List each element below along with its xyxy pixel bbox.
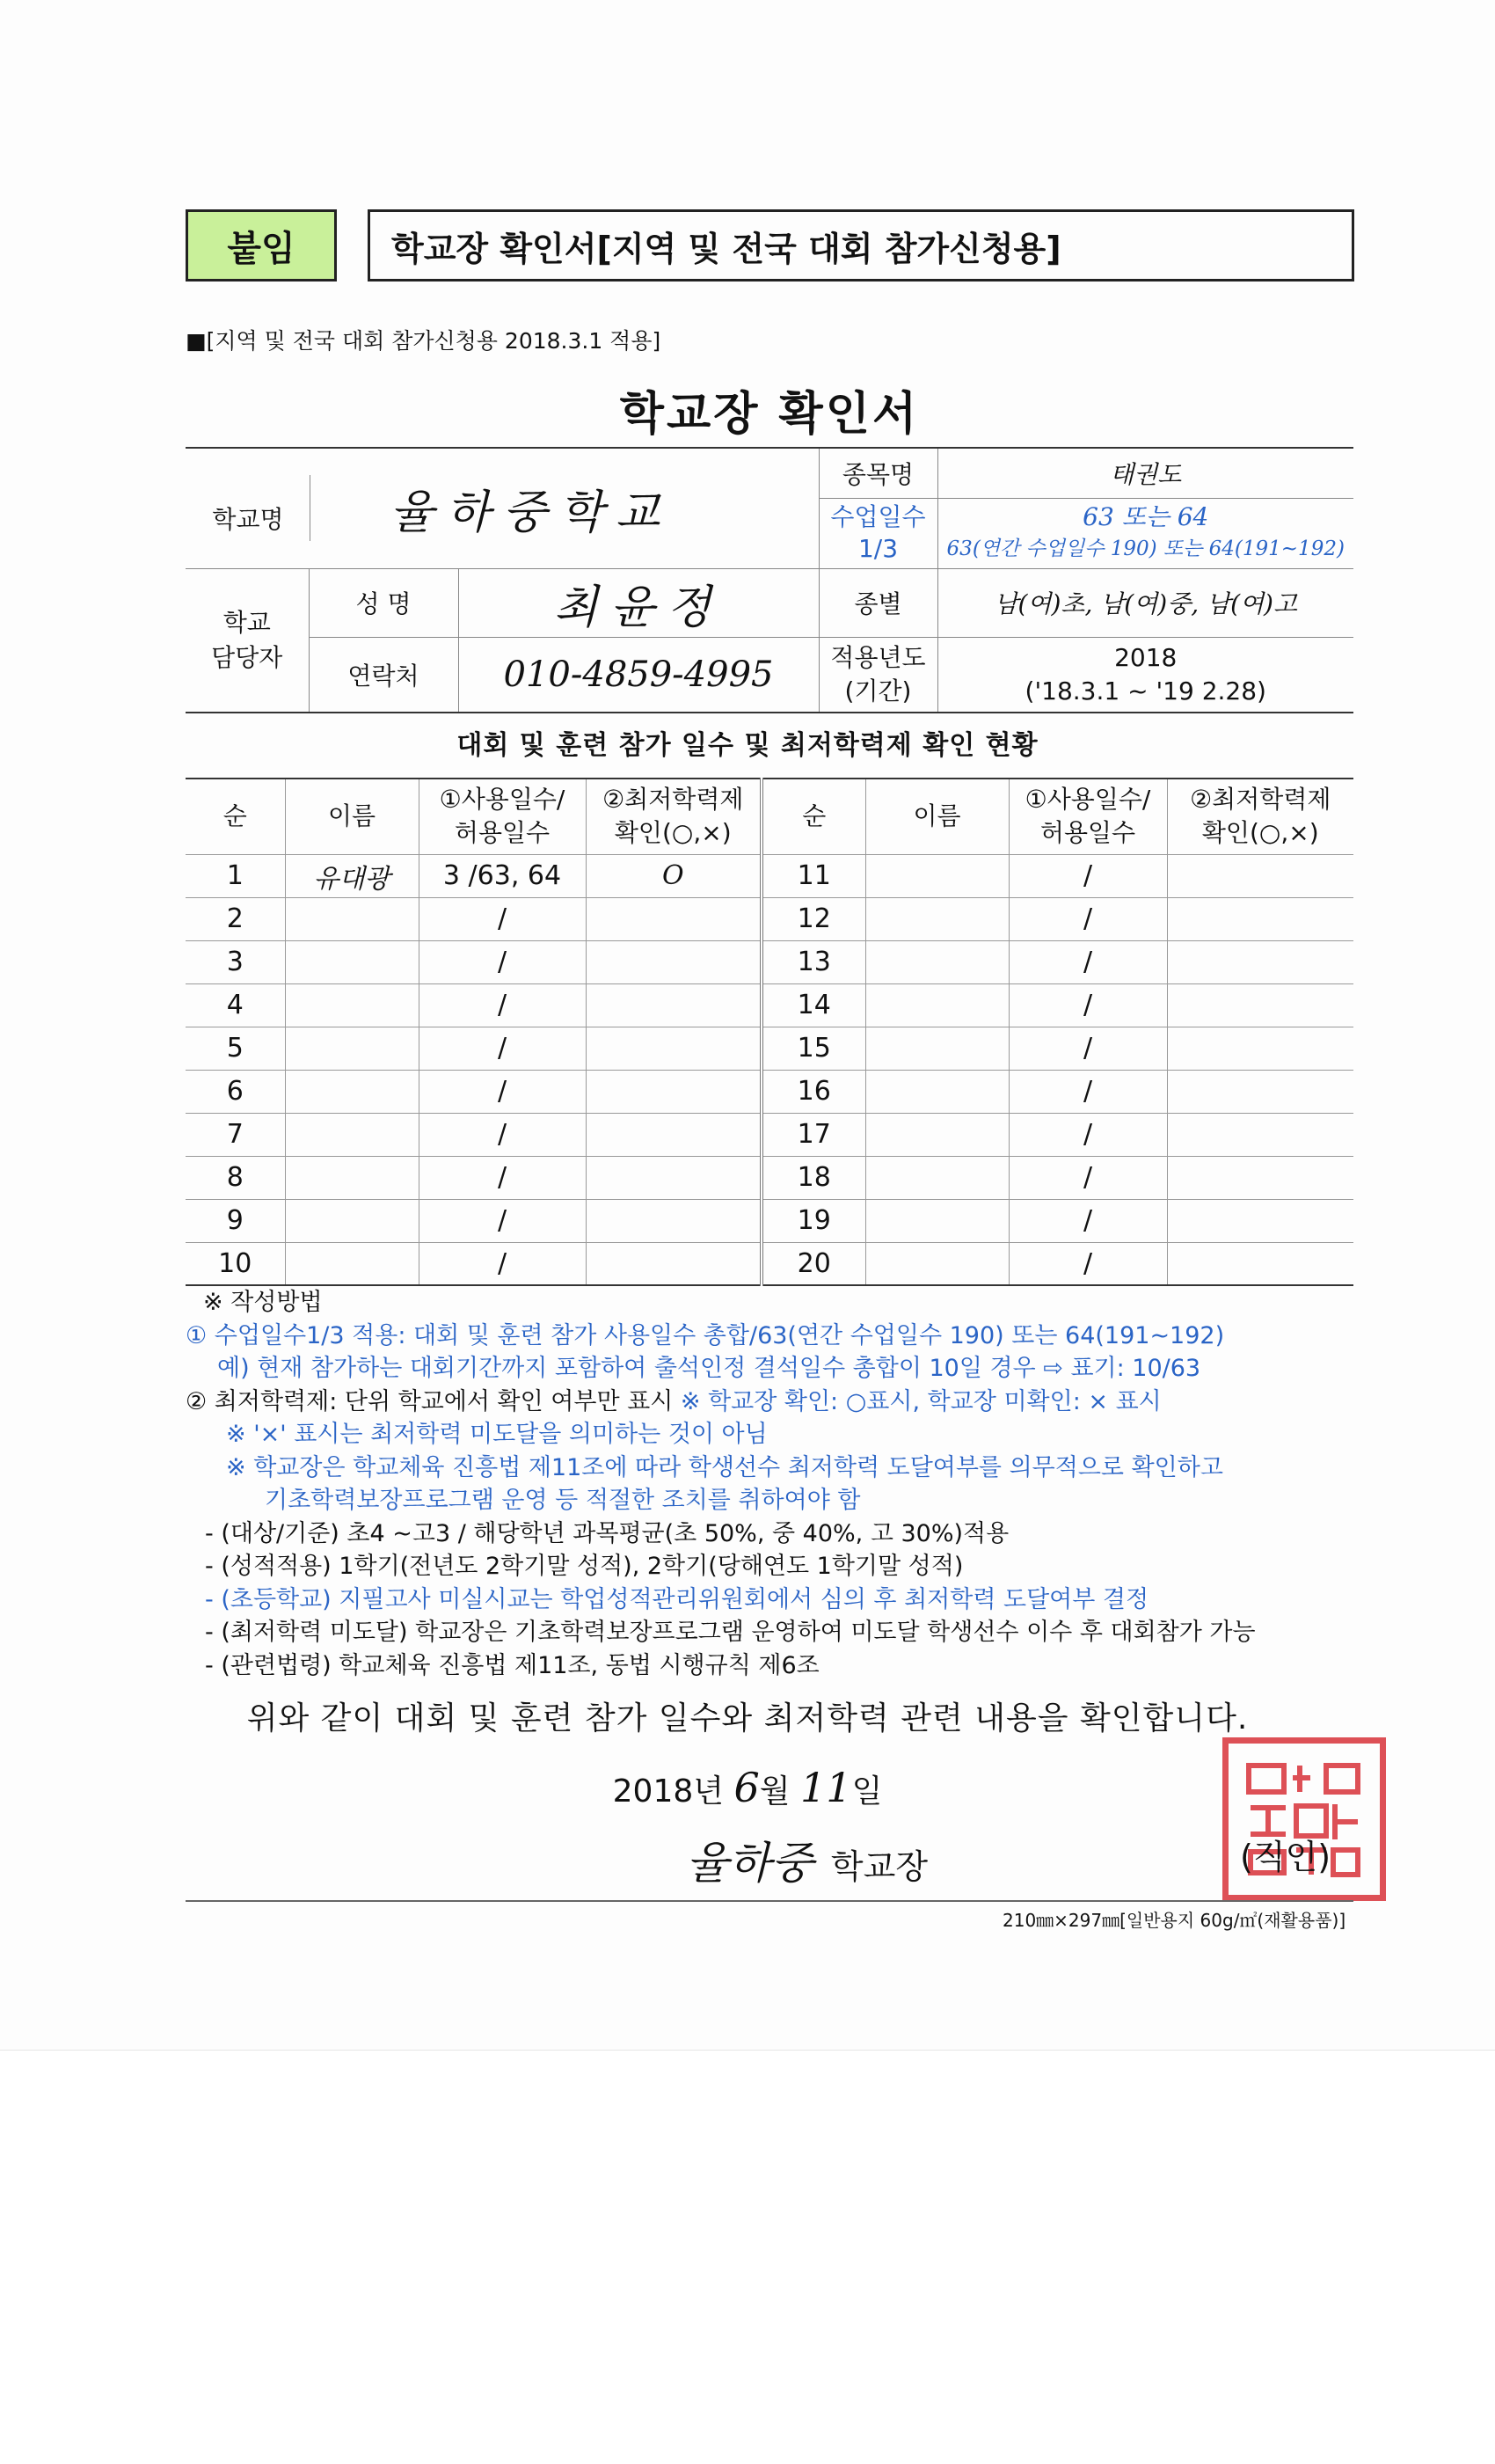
row-name bbox=[285, 983, 419, 1027]
name-label: 성 명 bbox=[309, 568, 458, 637]
school-name-cell bbox=[186, 448, 819, 568]
year-label-1: 적용년도 bbox=[830, 642, 926, 672]
row-days: / bbox=[419, 1070, 586, 1113]
row-check bbox=[586, 1027, 762, 1070]
row-name bbox=[285, 1242, 419, 1285]
row-days-2: / bbox=[1009, 1242, 1167, 1285]
header-days bbox=[419, 779, 586, 854]
manager-label bbox=[186, 568, 309, 713]
row-check bbox=[586, 1070, 762, 1113]
row-name-2 bbox=[865, 1027, 1009, 1070]
header-min-b-1: ②최저학력제 bbox=[1190, 785, 1331, 815]
header-name: 이름 bbox=[285, 779, 419, 854]
row-name-2 bbox=[865, 1242, 1009, 1285]
header-min-b-2: 확인(○,×) bbox=[1201, 818, 1319, 848]
name-value: 최윤정 bbox=[458, 568, 819, 637]
row-no-2: 15 bbox=[762, 1027, 865, 1070]
year-label bbox=[819, 637, 937, 713]
method-line-10: - (최저학력 미도달) 학교장은 기초학력보장프로그램 운영하여 미도달 학생선수 이수 후 대회참가 가능 bbox=[205, 1619, 1256, 1646]
row-no: 5 bbox=[186, 1027, 285, 1070]
status-header-row bbox=[186, 779, 1353, 854]
row-name-2 bbox=[865, 1156, 1009, 1199]
days-value bbox=[937, 498, 1353, 568]
row-name bbox=[285, 1027, 419, 1070]
row-days-2: / bbox=[1009, 1199, 1167, 1242]
year-value-main: 2018 bbox=[1114, 642, 1178, 672]
row-check bbox=[586, 940, 762, 983]
row-no-2: 19 bbox=[762, 1199, 865, 1242]
row-no: 6 bbox=[186, 1070, 285, 1113]
method-line-7: - (대상/기준) 초4 ~고3 / 해당학년 과목평균(초 50%, 중 40%, 고 30%)적용 bbox=[205, 1519, 1010, 1547]
header-min bbox=[586, 779, 762, 854]
method-line-9: - (초등학교) 지필고사 미실시교는 학업성적관리위원회에서 심의 후 최저학력 도달여부 결정 bbox=[205, 1585, 1149, 1613]
method-line-1: ① 수업일수1/3 적용: 대회 및 훈련 참가 사용일수 총합/63(연간 수업일수 190) 또는 64(191~192) bbox=[186, 1321, 1225, 1349]
row-no-2: 13 bbox=[762, 940, 865, 983]
paper-spec: 210㎜×297㎜[일반용지 60g/㎡(재활용품)] bbox=[1003, 1910, 1346, 1931]
method-line-3 bbox=[186, 1386, 1364, 1419]
row-no-2: 12 bbox=[762, 897, 865, 940]
table-row bbox=[186, 897, 1353, 940]
row-check-2 bbox=[1167, 1199, 1353, 1242]
table-row bbox=[186, 1156, 1353, 1199]
row-no: 2 bbox=[186, 897, 285, 940]
row-days-2: / bbox=[1009, 1156, 1167, 1199]
event-value: 태권도 bbox=[937, 448, 1353, 498]
row-days-2: / bbox=[1009, 983, 1167, 1027]
date-month-unit: 월 bbox=[759, 1773, 791, 1810]
row-no: 3 bbox=[186, 940, 285, 983]
year-value bbox=[937, 637, 1353, 713]
row-name-2 bbox=[865, 940, 1009, 983]
contact-value: 010-4859-4995 bbox=[458, 637, 819, 713]
header-no: 순 bbox=[186, 779, 285, 854]
row-no: 10 bbox=[186, 1242, 285, 1285]
days-label bbox=[819, 498, 937, 568]
row-days: / bbox=[419, 983, 586, 1027]
school-value: 율하중학교 bbox=[310, 475, 672, 541]
method-line-5: ※ 학교장은 학교체육 진흥법 제11조에 따라 학생선수 최저학력 도달여부를 의무적으로 확인하고 bbox=[226, 1453, 1223, 1481]
header-days-1: ①사용일수/ bbox=[439, 785, 565, 815]
row-no: 7 bbox=[186, 1113, 285, 1156]
date-month: 6 bbox=[733, 1764, 760, 1811]
row-days-2: / bbox=[1009, 1113, 1167, 1156]
seal-label: (직인) bbox=[1240, 1838, 1331, 1876]
row-check-2 bbox=[1167, 1113, 1353, 1156]
method-section bbox=[186, 1286, 1364, 1682]
row-name-2 bbox=[865, 983, 1009, 1027]
gender-label: 종별 bbox=[819, 568, 937, 637]
row-days: / bbox=[419, 1156, 586, 1199]
row-check-2 bbox=[1167, 940, 1353, 983]
row-name bbox=[285, 1070, 419, 1113]
row-check-2 bbox=[1167, 1242, 1353, 1285]
manager-label-2: 담당자 bbox=[211, 642, 283, 672]
row-days-2: / bbox=[1009, 1070, 1167, 1113]
row-check-2 bbox=[1167, 1027, 1353, 1070]
row-check-2 bbox=[1167, 1156, 1353, 1199]
row-days: / bbox=[419, 897, 586, 940]
row-name-2 bbox=[865, 854, 1009, 897]
application-note: ■[지역 및 전국 대회 참가신청용 2018.3.1 적용] bbox=[186, 328, 661, 354]
row-check-2 bbox=[1167, 983, 1353, 1027]
status-table bbox=[186, 778, 1353, 1286]
table-row bbox=[186, 940, 1353, 983]
row-no: 9 bbox=[186, 1199, 285, 1242]
principal-signature bbox=[686, 1828, 928, 1891]
school-label: 학교명 bbox=[212, 505, 284, 535]
row-no-2: 16 bbox=[762, 1070, 865, 1113]
days-value-main: 63 또는 64 bbox=[1083, 502, 1209, 531]
row-check bbox=[586, 1199, 762, 1242]
row-name-2 bbox=[865, 1070, 1009, 1113]
row-no-2: 20 bbox=[762, 1242, 865, 1285]
row-name-2 bbox=[865, 897, 1009, 940]
blank-area bbox=[0, 2050, 1495, 2464]
row-days-2: / bbox=[1009, 854, 1167, 897]
row-days-2: / bbox=[1009, 897, 1167, 940]
status-title: 대회 및 훈련 참가 일수 및 최저학력제 확인 현황 bbox=[456, 730, 1039, 761]
row-check: O bbox=[586, 854, 762, 897]
row-check bbox=[586, 983, 762, 1027]
school-handwritten: 율하중 bbox=[686, 1838, 813, 1889]
row-days: / bbox=[419, 1027, 586, 1070]
contact-label: 연락처 bbox=[309, 637, 458, 713]
days-ratio: 1/3 bbox=[857, 534, 899, 563]
header-title: 학교장 확인서[지역 및 전국 대회 참가신청용] bbox=[368, 209, 1354, 281]
bottom-rule bbox=[186, 1900, 1353, 1902]
row-check-2 bbox=[1167, 1070, 1353, 1113]
method-line-6: 기초학력보장프로그램 운영 등 적절한 조치를 취하여야 함 bbox=[265, 1487, 861, 1514]
row-check bbox=[586, 897, 762, 940]
row-days: / bbox=[419, 1242, 586, 1285]
table-row bbox=[186, 1242, 1353, 1285]
method-line-11: - (관련법령) 학교체육 진흥법 제11조, 동법 시행규칙 제6조 bbox=[205, 1651, 820, 1679]
row-no-2: 11 bbox=[762, 854, 865, 897]
header-days-b bbox=[1009, 779, 1167, 854]
table-row bbox=[186, 983, 1353, 1027]
row-days: / bbox=[419, 1199, 586, 1242]
date-day-unit: 일 bbox=[851, 1773, 883, 1810]
row-days: / bbox=[419, 940, 586, 983]
method-line-3b: ※ 학교장 확인: ○표시, 학교장 미확인: × 표시 bbox=[680, 1387, 1162, 1415]
row-check bbox=[586, 1242, 762, 1285]
row-name bbox=[285, 1156, 419, 1199]
row-no: 4 bbox=[186, 983, 285, 1027]
table-row bbox=[186, 1199, 1353, 1242]
method-line-4: ※ '×' 표시는 최저학력 미도달을 의미하는 것이 아님 bbox=[226, 1421, 768, 1448]
principal-title: 학교장 bbox=[830, 1847, 929, 1886]
row-no: 8 bbox=[186, 1156, 285, 1199]
year-period: ('18.3.1 ~ '19 2.28) bbox=[1025, 676, 1266, 706]
header-no-2: 순 bbox=[762, 779, 865, 854]
gender-value: 남(여)초, 남(여)중, 남(여)고 bbox=[937, 568, 1353, 637]
method-line-3a: ② 최저학력제: 단위 학교에서 확인 여부만 표시 bbox=[186, 1387, 681, 1415]
row-check bbox=[586, 1156, 762, 1199]
table-row bbox=[186, 1027, 1353, 1070]
header-min-2: 확인(○,×) bbox=[614, 818, 732, 848]
year-label-2: (기간) bbox=[844, 676, 912, 706]
event-label: 종목명 bbox=[819, 448, 937, 498]
header-days-2: 허용일수 bbox=[454, 818, 551, 848]
row-no-2: 18 bbox=[762, 1156, 865, 1199]
info-table bbox=[186, 447, 1353, 713]
row-check-2 bbox=[1167, 897, 1353, 940]
header-days-b-1: ①사용일수/ bbox=[1025, 785, 1151, 815]
row-check bbox=[586, 1113, 762, 1156]
confirm-statement: 위와 같이 대회 및 훈련 참가 일수와 최저학력 관련 내용을 확인합니다. bbox=[246, 1700, 1249, 1736]
row-days: / bbox=[419, 1113, 586, 1156]
row-name-2 bbox=[865, 1113, 1009, 1156]
row-no: 1 bbox=[186, 854, 285, 897]
method-line-8: - (성적적용) 1학기(전년도 2학기말 성적), 2학기(당해연도 1학기말 성적) bbox=[205, 1553, 964, 1580]
date-year: 2018년 bbox=[612, 1773, 725, 1810]
header-min-1: ②최저학력제 bbox=[602, 785, 744, 815]
attachment-badge: 붙임 bbox=[186, 209, 337, 281]
date-day: 11 bbox=[800, 1764, 852, 1811]
row-name: 유대광 bbox=[285, 854, 419, 897]
days-value-detail: 63(연간 수업일수 190) 또는 64(191~192) bbox=[946, 537, 1345, 560]
row-name bbox=[285, 1113, 419, 1156]
row-no-2: 14 bbox=[762, 983, 865, 1027]
row-days-2: / bbox=[1009, 940, 1167, 983]
manager-label-1: 학교 bbox=[222, 607, 271, 637]
header-min-b bbox=[1167, 779, 1353, 854]
row-days: 3 /63, 64 bbox=[419, 854, 586, 897]
header-days-b-2: 허용일수 bbox=[1039, 818, 1136, 848]
row-name bbox=[285, 940, 419, 983]
table-row bbox=[186, 1070, 1353, 1113]
table-row bbox=[186, 854, 1353, 897]
row-no-2: 17 bbox=[762, 1113, 865, 1156]
table-row bbox=[186, 1113, 1353, 1156]
row-check-2 bbox=[1167, 854, 1353, 897]
row-name bbox=[285, 897, 419, 940]
days-label-text: 수업일수 bbox=[830, 502, 926, 531]
row-name bbox=[285, 1199, 419, 1242]
method-title: ※ 작성방법 bbox=[203, 1289, 323, 1316]
status-rows bbox=[186, 854, 1353, 1285]
header-name-2: 이름 bbox=[865, 779, 1009, 854]
row-days-2: / bbox=[1009, 1027, 1167, 1070]
row-name-2 bbox=[865, 1199, 1009, 1242]
document-title: 학교장 확인서 bbox=[619, 388, 920, 441]
method-line-2: 예) 현재 참가하는 대회기간까지 포함하여 출석인정 결석일수 총합이 10일 경우 ⇨ 표기: 10/63 bbox=[217, 1355, 1201, 1382]
